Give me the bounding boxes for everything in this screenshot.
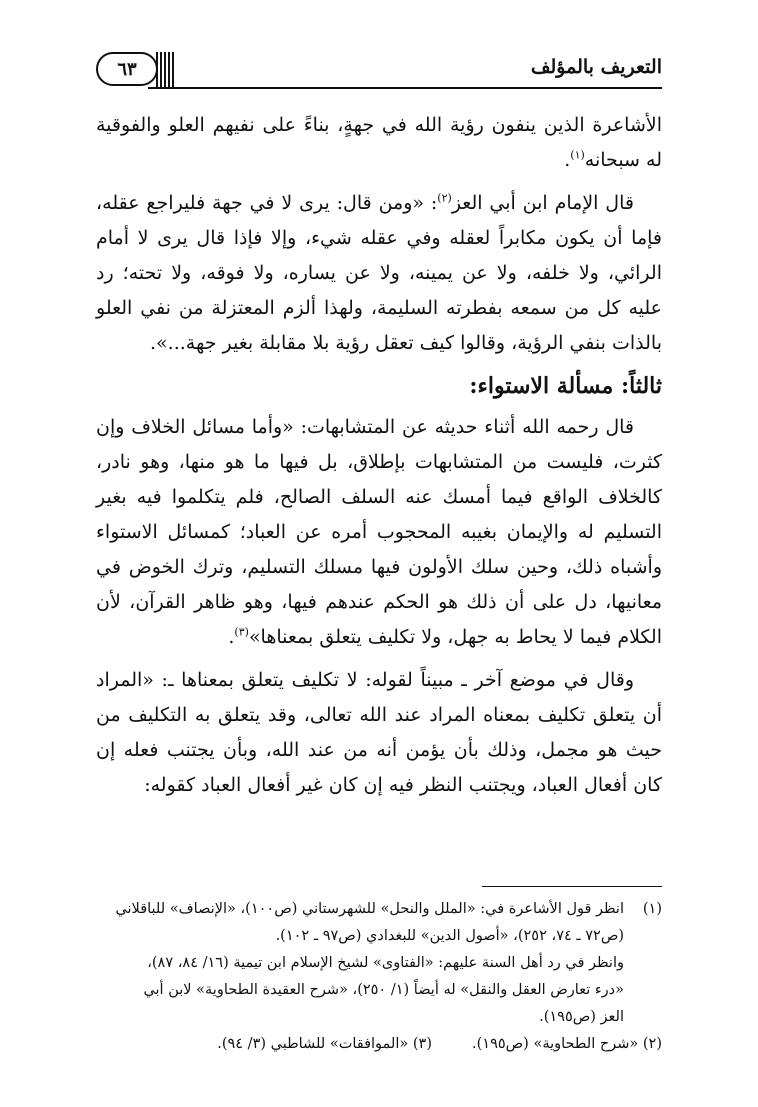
header-rule <box>148 87 662 89</box>
section-heading: ثالثاً: مسألة الاستواء: <box>469 373 662 399</box>
footnote-separator <box>482 886 662 887</box>
paragraph-1: الأشاعرة الذين ينفون رؤية الله في جهةٍ، بناءً على نفيهم العلو والفوقية له سبحانه$^{(١)}$. <box>96 114 662 171</box>
footnote-ref-3: (٣) <box>234 625 249 639</box>
page-number-ornament <box>88 48 176 88</box>
running-title: التعريف بالمؤلف <box>530 56 662 78</box>
footnote-ref-2: (٢) <box>437 191 452 205</box>
ornament-bars <box>152 52 174 88</box>
paragraph-4: وقال في موضع آخر ـ مبيناً لقوله: لا تكليف يتعلق بمعناها ـ: «المراد أن يتعلق تكليف بمعناه المراد عند الله تعالى، وقد يتعلق به التكليف من حيث هو مجمل، وذلك بأن يؤمن أنه من عند الله، وبأن يجتنب فعله إن كان أفعال العباد، ويجتنب النظر فيه إن كان غير أفعال العباد كقوله: <box>96 669 662 796</box>
footnotes-2-3 <box>96 1031 662 1058</box>
footnote-3: (٣) «الموافقات» للشاطبي (٣/ ٩٤). <box>217 1036 432 1052</box>
paragraph-2: قال الإمام ابن أبي العز$^{(٢)}$: «ومن قال: يرى لا في جهة فليراجع عقله، فإما أن يكون مكابراً لعقله وفي عقله شيء، وإلا فإذا قال يرى لا أمام الرائي، ولا خلفه، ولا عن يمينه، ولا عن يساره، ولا فوقه، ولا تحته؛ رد عليه كل من سمعه بفطرته السليمة، ولهذا ألزم المعتزلة من نفي العلو بالذات بنفي الرؤية، وقالوا كيف تعقل رؤية بلا مقابلة بغير جهة...». <box>96 191 662 354</box>
footnote-1: (١) انظر قول الأشاعرة في: «الملل والنحل» للشهرستاني (ص١٠٠)، «الإنصاف» للباقلاني (ص٧٢ ـ ٧٤، ٢٥٢)، «أصول الدين» للبغدادي (ص٩٧ ـ ١٠٢). وانظر في رد أهل السنة عليهم: «الفتاوى» لشيخ الإسلام ابن تيمية (١٦/ ٨٤، ٨٧)، «درء تعارض العقل والنقل» له أيضاً (١/ ٢٥٠)، «شرح العقيدة الطحاوية» لابن أبي العز (ص١٩٥). <box>115 901 662 1025</box>
main-text <box>96 108 662 811</box>
page-number: ٦٣ <box>96 52 158 86</box>
footnote-ref-1: (١) <box>570 148 585 162</box>
footnotes <box>96 896 662 1058</box>
paragraph-3: قال رحمه الله أثناء حديثه عن المتشابهات: «وأما مسائل الخلاف وإن كثرت، فليست من المتشابهات بإطلاق، بل فيها ما هو منها، وهو نادر، كالخلاف الواقع فيما أمسك عنه السلف الصالح، فلم يتكلموا فيه بغير التسليم له والإيمان بغيبه المحجوب أمره عن العباد؛ كمسائل الاستواء وأشباه ذلك، وحين سلك الأولون فيها مسلك التسليم، وترك الخوض في معانيها، دل على أن ذلك هو الحكم عندهم فيها، وهو ظاهر القرآن، لأن الكلام فيما لا يحاط به جهل، ولا تكليف يتعلق بمعناها»$^{(٣)}$. <box>96 416 662 648</box>
footnote-2: (٢) «شرح الطحاوية» (ص١٩٥). <box>472 1036 662 1052</box>
page-header <box>88 48 662 92</box>
